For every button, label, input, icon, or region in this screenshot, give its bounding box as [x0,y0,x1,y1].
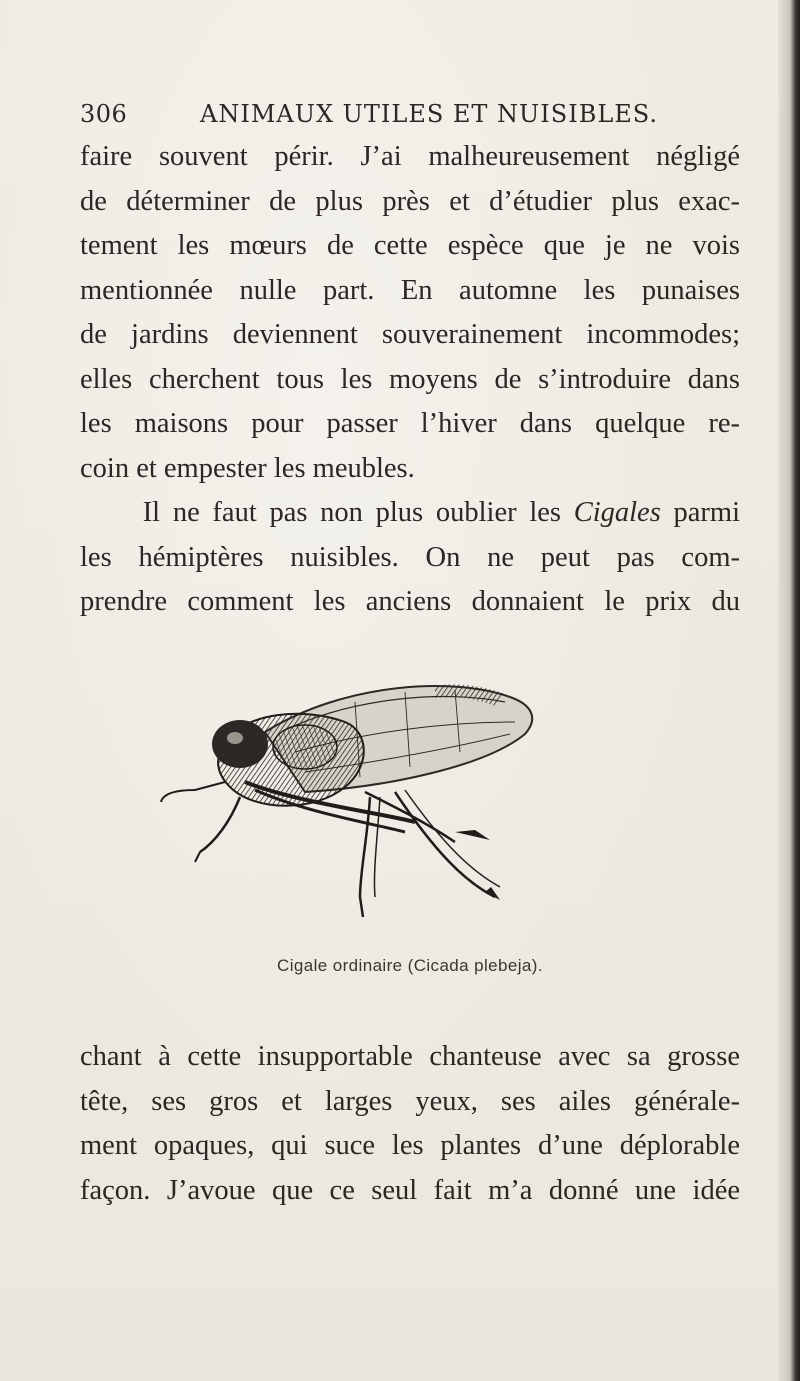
page-number: 306 [80,100,128,128]
italic-term-cigales: Cigales [573,497,661,528]
text-line: les maisons pour passer l’hiver dans quelque re- [80,408,740,439]
running-title: ANIMAUX UTILES ET NUISIBLES. [200,100,658,128]
text-line: faire souvent périr. J’ai malheureusement négligé [80,141,740,172]
paragraph-punaises [80,135,740,491]
text-line: façon. J’avoue que ce seul fait m’a donné une idée [80,1174,740,1206]
text-line: les hémiptères nuisibles. On ne peut pas com- [80,541,740,573]
text-line: mentionnée nulle part. En automne les punaises [80,274,740,306]
text-segment: parmi [660,497,740,528]
body-text-upper [80,135,740,625]
cicada-engraving-icon [155,672,645,942]
text-line: de jardins deviennent souverainement incommodes; [80,319,740,350]
cicada-figure [155,672,645,942]
text-line: tement les mœurs de cette espèce que je ne vois [80,230,740,261]
page-edge-shadow [778,0,800,1381]
page-header [80,100,740,136]
text-line: de déterminer de plus près et d’étudier plus exac- [80,185,740,217]
paragraph-chant [80,1035,740,1213]
text-line: elles cherchent tous les moyens de s’introduire dans [80,363,740,395]
text-line: ment opaques, qui suce les plantes d’une déplorable [80,1130,740,1161]
figure-caption: Cigale ordinaire (Cicada plebeja). [277,956,543,975]
text-line: tête, ses gros et larges yeux, ses ailes générale- [80,1085,740,1117]
text-segment: Il ne faut pas non plus oublier les [142,497,574,528]
text-line: chant à cette insupportable chanteuse avec sa grosse [80,1041,740,1072]
paragraph-cigales [80,491,740,625]
text-line-cigales [80,491,740,536]
text-line: coin et empester les meubles. [80,452,415,484]
text-line: prendre comment les anciens donnaient le prix du [80,586,740,617]
body-text-lower [80,1035,740,1213]
